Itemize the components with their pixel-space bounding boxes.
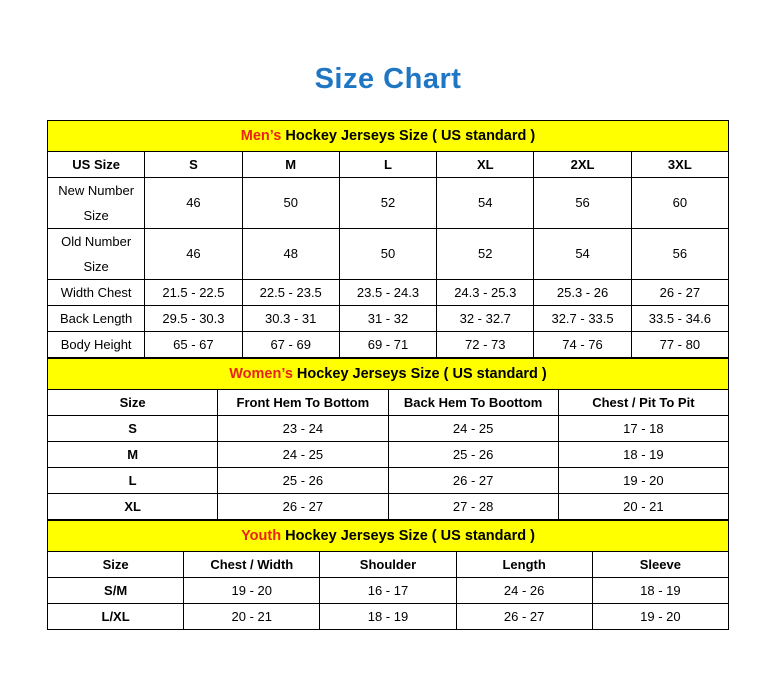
mens-r0-c6: 60 [631, 177, 728, 228]
table-header-row [48, 551, 729, 577]
mens-r0-c5: 56 [534, 177, 631, 228]
womens-r1-c3: 18 - 19 [558, 441, 728, 467]
mens-section-banner [48, 120, 729, 151]
womens-r2-c0: L [48, 467, 218, 493]
table-row [48, 305, 729, 331]
mens-banner-accent: Men’s [240, 127, 282, 144]
table-header-row [48, 389, 729, 415]
mens-r3-c1: 29.5 - 30.3 [145, 305, 242, 331]
mens-r1-c1: 46 [145, 228, 242, 279]
youth-r0-c4: 18 - 19 [592, 577, 728, 603]
mens-r3-c0: Back Length [48, 305, 145, 331]
mens-r0-c1: 46 [145, 177, 242, 228]
youth-r1-c2: 18 - 19 [320, 603, 456, 629]
mens-r2-c5: 25.3 - 26 [534, 279, 631, 305]
womens-r0-c1: 23 - 24 [218, 415, 388, 441]
size-chart-tables [47, 120, 729, 630]
mens-r1-c2: 48 [242, 228, 339, 279]
youth-banner-rest: Hockey Jerseys Size ( US standard ) [281, 527, 535, 544]
mens-r4-c5: 74 - 76 [534, 331, 631, 357]
table-row [48, 228, 729, 279]
youth-r0-c0: S/M [48, 577, 184, 603]
womens-r0-c3: 17 - 18 [558, 415, 728, 441]
womens-col-1: Front Hem To Bottom [218, 389, 388, 415]
womens-r0-c0: S [48, 415, 218, 441]
womens-r3-c0: XL [48, 493, 218, 519]
page-title: Size Chart [314, 63, 462, 95]
womens-r1-c1: 24 - 25 [218, 441, 388, 467]
mens-r0-c0: New Number Size [48, 177, 145, 228]
youth-size-table [47, 520, 729, 630]
table-row [48, 577, 729, 603]
womens-size-table [47, 358, 729, 520]
youth-col-3: Length [456, 551, 592, 577]
mens-col-4: XL [437, 151, 534, 177]
mens-r4-c4: 72 - 73 [437, 331, 534, 357]
mens-col-0: US Size [48, 151, 145, 177]
womens-banner-accent: Women’s [229, 365, 293, 382]
mens-r4-c6: 77 - 80 [631, 331, 728, 357]
youth-r0-c2: 16 - 17 [320, 577, 456, 603]
mens-banner-rest: Hockey Jerseys Size ( US standard ) [281, 127, 536, 144]
youth-col-4: Sleeve [592, 551, 728, 577]
mens-r3-c2: 30.3 - 31 [242, 305, 339, 331]
womens-r2-c3: 19 - 20 [558, 467, 728, 493]
mens-r3-c5: 32.7 - 33.5 [534, 305, 631, 331]
mens-r1-c3: 50 [339, 228, 436, 279]
womens-r1-c2: 25 - 26 [388, 441, 558, 467]
mens-r0-c4: 54 [437, 177, 534, 228]
table-row [48, 331, 729, 357]
womens-r3-c2: 27 - 28 [388, 493, 558, 519]
mens-r1-c4: 52 [437, 228, 534, 279]
mens-col-6: 3XL [631, 151, 728, 177]
womens-r1-c0: M [48, 441, 218, 467]
mens-r3-c3: 31 - 32 [339, 305, 436, 331]
mens-r0-c2: 50 [242, 177, 339, 228]
table-banner-row [48, 358, 729, 389]
mens-col-2: M [242, 151, 339, 177]
womens-r3-c1: 26 - 27 [218, 493, 388, 519]
womens-col-0: Size [48, 389, 218, 415]
mens-r1-c6: 56 [631, 228, 728, 279]
table-banner-row [48, 520, 729, 551]
mens-r2-c1: 21.5 - 22.5 [145, 279, 242, 305]
table-row [48, 493, 729, 519]
mens-r3-c6: 33.5 - 34.6 [631, 305, 728, 331]
mens-r2-c6: 26 - 27 [631, 279, 728, 305]
mens-r3-c4: 32 - 32.7 [437, 305, 534, 331]
mens-r4-c3: 69 - 71 [339, 331, 436, 357]
mens-r1-c5: 54 [534, 228, 631, 279]
mens-col-3: L [339, 151, 436, 177]
womens-section-banner [48, 358, 729, 389]
mens-r4-c0: Body Height [48, 331, 145, 357]
youth-r1-c3: 26 - 27 [456, 603, 592, 629]
youth-r1-c4: 19 - 20 [592, 603, 728, 629]
youth-r0-c1: 19 - 20 [184, 577, 320, 603]
mens-r2-c4: 24.3 - 25.3 [437, 279, 534, 305]
mens-r1-c0: Old Number Size [48, 228, 145, 279]
table-row [48, 441, 729, 467]
mens-col-1: S [145, 151, 242, 177]
womens-r2-c1: 25 - 26 [218, 467, 388, 493]
youth-r1-c1: 20 - 21 [184, 603, 320, 629]
mens-r2-c0: Width Chest [48, 279, 145, 305]
table-row [48, 177, 729, 228]
table-row [48, 415, 729, 441]
youth-col-2: Shoulder [320, 551, 456, 577]
table-header-row [48, 151, 729, 177]
mens-r4-c2: 67 - 69 [242, 331, 339, 357]
womens-col-2: Back Hem To Boottom [388, 389, 558, 415]
youth-r1-c0: L/XL [48, 603, 184, 629]
womens-r0-c2: 24 - 25 [388, 415, 558, 441]
youth-r0-c3: 24 - 26 [456, 577, 592, 603]
womens-col-3: Chest / Pit To Pit [558, 389, 728, 415]
youth-banner-accent: Youth [241, 527, 282, 544]
mens-r0-c3: 52 [339, 177, 436, 228]
youth-col-1: Chest / Width [184, 551, 320, 577]
womens-r2-c2: 26 - 27 [388, 467, 558, 493]
mens-r4-c1: 65 - 67 [145, 331, 242, 357]
table-row [48, 279, 729, 305]
mens-size-table [47, 120, 729, 358]
womens-banner-rest: Hockey Jerseys Size ( US standard ) [292, 365, 547, 382]
table-banner-row [48, 120, 729, 151]
womens-r3-c3: 20 - 21 [558, 493, 728, 519]
youth-col-0: Size [48, 551, 184, 577]
youth-section-banner [48, 520, 729, 551]
mens-col-5: 2XL [534, 151, 631, 177]
mens-r2-c2: 22.5 - 23.5 [242, 279, 339, 305]
table-row [48, 467, 729, 493]
mens-r2-c3: 23.5 - 24.3 [339, 279, 436, 305]
table-row [48, 603, 729, 629]
